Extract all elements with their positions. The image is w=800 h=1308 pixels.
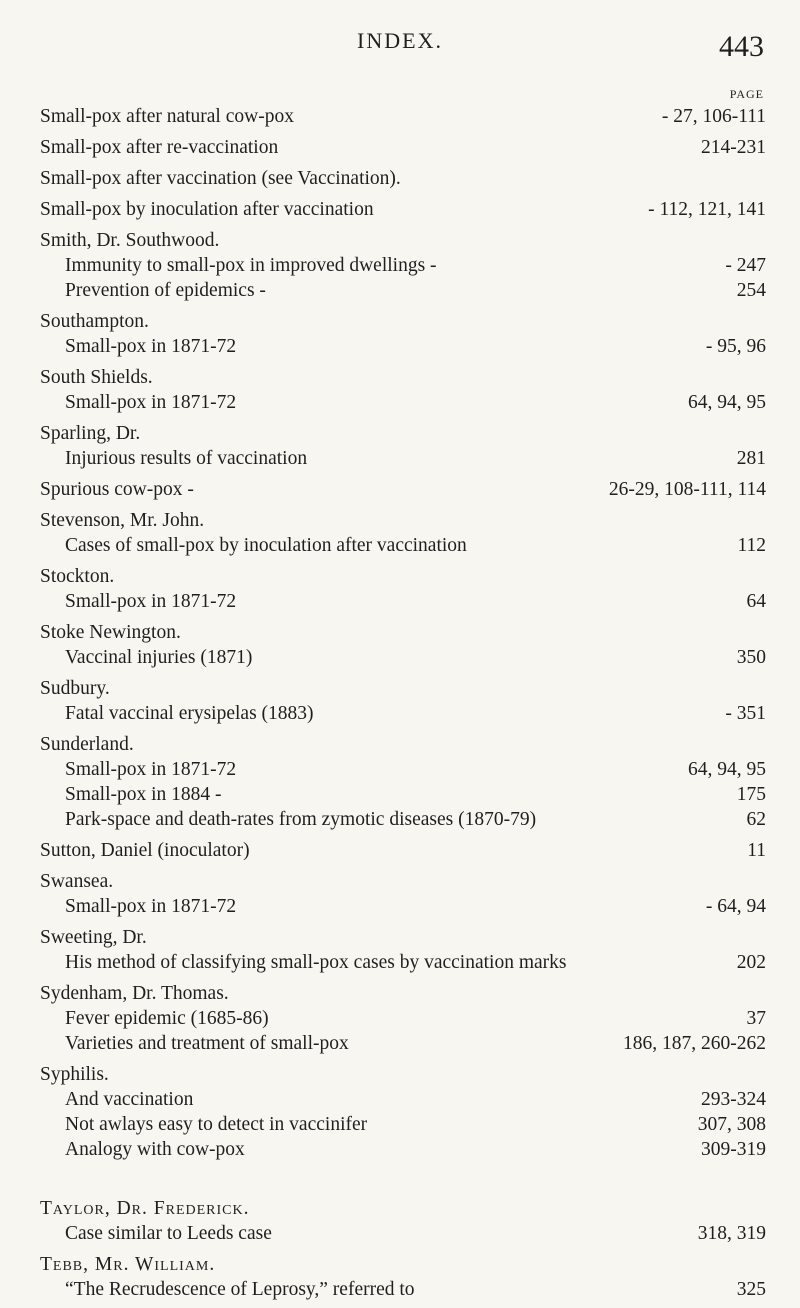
index-entry — [40, 135, 766, 160]
index-subentry-pages: 318, 319 — [697, 1223, 766, 1244]
index-heading — [40, 135, 766, 160]
index-entry — [40, 838, 766, 863]
index-heading — [40, 228, 766, 253]
index-heading — [40, 197, 766, 222]
index-subentry — [40, 1031, 766, 1056]
index-subentry — [40, 589, 766, 614]
letter-gap — [40, 1168, 766, 1196]
running-title: INDEX. — [357, 28, 443, 53]
index-heading-text: Tebb, Mr. William. — [40, 1254, 216, 1275]
index-subentry-text: Small-pox in 1871-72 — [65, 336, 237, 357]
index-subentry-pages: 254 — [736, 280, 766, 301]
index-subentry — [40, 1006, 766, 1031]
index-subentry — [40, 1137, 766, 1162]
index-heading-text: Stoke Newington. — [40, 622, 181, 643]
index-subentry-text: Fever epidemic (1685-86) — [65, 1008, 269, 1029]
index-heading-pages: 11 — [747, 840, 766, 861]
index-subentry — [40, 1277, 766, 1302]
index-subentry-pages: 281 — [736, 448, 766, 469]
index-heading-text: Spurious cow-pox - — [40, 479, 194, 500]
index-subentry — [40, 1221, 766, 1246]
index-subentry — [40, 757, 766, 782]
index-entry — [40, 564, 766, 614]
index-subentry-pages: 325 — [736, 1279, 766, 1300]
index-subentry-pages: - 95, 96 — [705, 336, 766, 357]
index-subentry-pages: 202 — [736, 952, 766, 973]
index-subentry-pages: 175 — [736, 784, 766, 805]
index-heading — [40, 869, 766, 894]
index-subentry-pages: 64 — [746, 591, 766, 612]
index-heading-text: Swansea. — [40, 871, 114, 892]
index-entry — [40, 166, 766, 191]
index-subentry-pages: 309-319 — [701, 1139, 766, 1160]
index-subentry-text: Injurious results of vaccination — [65, 448, 308, 469]
index-heading-text: Stevenson, Mr. John. — [40, 510, 205, 531]
index-subentry-text: “The Recrudescence of Leprosy,” referred to — [65, 1279, 415, 1300]
index-subentry — [40, 807, 766, 832]
index-entry — [40, 925, 766, 975]
index-entry — [40, 477, 766, 502]
index-heading-pages: 26-29, 108-111, 114 — [608, 479, 766, 500]
index-entry — [40, 676, 766, 726]
index-heading-text: Southampton. — [40, 311, 149, 332]
index-subentry-pages: - 351 — [725, 703, 766, 724]
index-subentry — [40, 390, 766, 415]
index-subentry-pages: 64, 94, 95 — [688, 759, 766, 780]
index-entry — [40, 1252, 766, 1302]
index-heading-text: Small-pox after re-vaccination — [40, 137, 279, 158]
index-entry — [40, 365, 766, 415]
index-heading — [40, 676, 766, 701]
index-heading — [40, 1196, 766, 1221]
index-subentry — [40, 334, 766, 359]
index-heading-text: Sydenham, Dr. Thomas. — [40, 983, 229, 1004]
index-heading — [40, 166, 766, 191]
index-heading — [40, 309, 766, 334]
index-subentry-pages: 293-324 — [701, 1089, 766, 1110]
index-heading — [40, 620, 766, 645]
index-subentry-pages: 350 — [736, 647, 766, 668]
index-subentry-pages: 186, 187, 260-262 — [623, 1033, 766, 1054]
index-subentry-text: Analogy with cow-pox — [65, 1139, 245, 1160]
index-subentry-text: And vaccination — [65, 1089, 194, 1110]
index-entry — [40, 197, 766, 222]
index-subentry-text: Cases of small-pox by inoculation after vaccination — [65, 535, 467, 556]
index-subentry — [40, 782, 766, 807]
index-subentry-text: Varieties and treatment of small-pox — [65, 1033, 349, 1054]
index-subentry — [40, 645, 766, 670]
index-entry — [40, 1196, 766, 1246]
index-entry — [40, 732, 766, 832]
index-entry — [40, 228, 766, 303]
index-subentry-text: Case similar to Leeds case — [65, 1223, 272, 1244]
index-heading-text: Small-pox after vaccination (see Vaccination). — [40, 168, 401, 189]
index-subentry — [40, 533, 766, 558]
index-heading — [40, 981, 766, 1006]
index-heading — [40, 732, 766, 757]
index-subentry-text: Vaccinal injuries (1871) — [65, 647, 253, 668]
index-heading — [40, 1252, 766, 1277]
index-heading-text: Sudbury. — [40, 678, 110, 699]
index-subentry-text: Small-pox in 1871-72 — [65, 896, 237, 917]
index-entry — [40, 104, 766, 129]
index-heading — [40, 564, 766, 589]
index-subentry — [40, 950, 766, 975]
index-entry — [40, 620, 766, 670]
index-heading — [40, 365, 766, 390]
index-heading-pages: - 27, 106-111 — [661, 106, 766, 127]
index-heading-pages: - 112, 121, 141 — [648, 199, 766, 220]
index-heading-text: Syphilis. — [40, 1064, 109, 1085]
index-subentry-text: Small-pox in 1871-72 — [65, 591, 237, 612]
index-heading-text: Sparling, Dr. — [40, 423, 141, 444]
index-heading-text: South Shields. — [40, 367, 153, 388]
index-entry — [40, 1062, 766, 1162]
index-subentry-text: Small-pox in 1871-72 — [65, 392, 237, 413]
index-subentry-text: Small-pox in 1871-72 — [65, 759, 237, 780]
index-heading-text: Stockton. — [40, 566, 115, 587]
index-heading-text: Smith, Dr. Southwood. — [40, 230, 220, 251]
index-heading — [40, 1062, 766, 1087]
index-heading-text: Taylor, Dr. Frederick. — [40, 1198, 250, 1219]
index-subentry-pages: - 247 — [725, 255, 766, 276]
index-subentry-text: Park-space and death-rates from zymotic diseases (1870-79) — [65, 809, 537, 830]
index-heading-text: Small-pox after natural cow-pox — [40, 106, 294, 127]
index-subentry-text: Not awlays easy to detect in vaccinifer — [65, 1114, 368, 1135]
index-subentry — [40, 1087, 766, 1112]
index-entry — [40, 309, 766, 359]
index-subentry-pages: 112 — [737, 535, 766, 556]
index-subentry — [40, 894, 766, 919]
index-heading — [40, 508, 766, 533]
index-subentry-text: Small-pox in 1884 - — [65, 784, 222, 805]
index-heading — [40, 421, 766, 446]
index-subentry-text: Fatal vaccinal erysipelas (1883) — [65, 703, 314, 724]
page-number: 443 — [719, 30, 764, 63]
index-subentry — [40, 253, 766, 278]
page-header — [0, 22, 800, 66]
index-heading-text: Sutton, Daniel (inoculator) — [40, 840, 250, 861]
index-subentry-pages: 37 — [746, 1008, 766, 1029]
index-heading — [40, 477, 766, 502]
index-heading-text: Small-pox by inoculation after vaccination — [40, 199, 374, 220]
index-entry — [40, 508, 766, 558]
index-subentry — [40, 446, 766, 471]
index-heading — [40, 104, 766, 129]
index-subentry-text: Immunity to small-pox in improved dwellings - — [65, 255, 437, 276]
index-subentry-pages: 307, 308 — [697, 1114, 766, 1135]
index-subentry-pages: - 64, 94 — [705, 896, 766, 917]
index-heading — [40, 838, 766, 863]
index-heading — [40, 925, 766, 950]
index-subentry-pages: 64, 94, 95 — [688, 392, 766, 413]
index-entry — [40, 421, 766, 471]
page-column-label: PAGE — [729, 87, 764, 101]
index-entry — [40, 981, 766, 1056]
index-subentry — [40, 701, 766, 726]
index-subentry-pages: 62 — [746, 809, 766, 830]
index-heading-pages: 214-231 — [701, 137, 766, 158]
index-heading-text: Sunderland. — [40, 734, 134, 755]
index-subentry-text: His method of classifying small-pox cases by vaccination marks — [65, 952, 567, 973]
index-list — [40, 104, 766, 1308]
index-heading-text: Sweeting, Dr. — [40, 927, 147, 948]
index-subentry — [40, 278, 766, 303]
index-entry — [40, 869, 766, 919]
index-subentry — [40, 1112, 766, 1137]
index-subentry-text: Prevention of epidemics - — [65, 280, 266, 301]
